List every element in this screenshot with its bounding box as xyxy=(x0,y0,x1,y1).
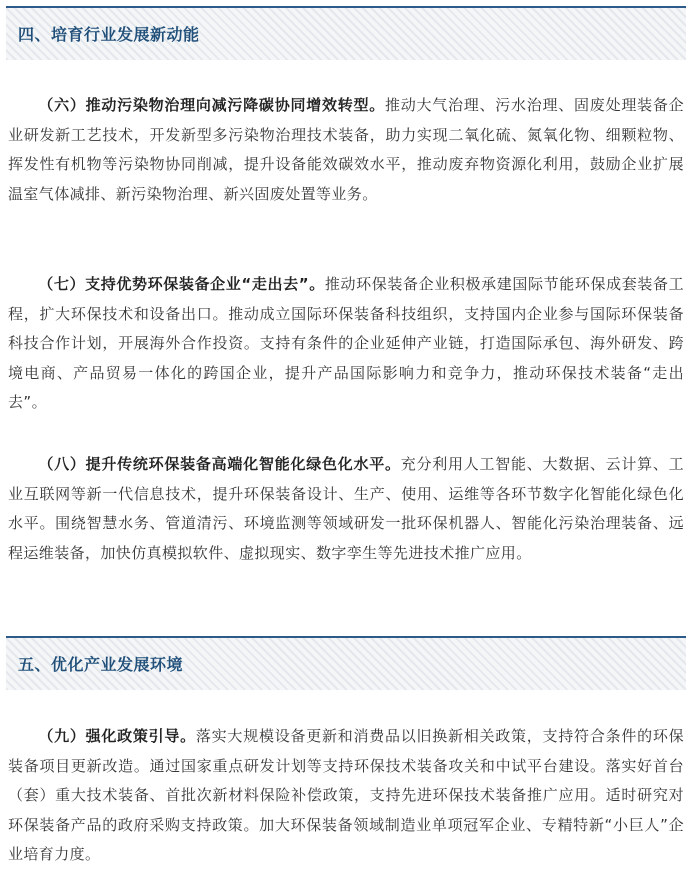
paragraph-body: 落实大规模设备更新和消费品以旧换新相关政策，支持符合条件的环保装备项目更新改造。通过国家重点研发计划等支持环保技术装备攻关和中试平台建设。落实好首台（套）重大技术装备、首批次新材料保险补偿政策，支持先进环保技术装备推广应用。适时研究对环保装备产品的政府采购支持政策。加大环保装备领域制造业单项冠军企业、专精特新“小巨人”企业培育力度。 xyxy=(8,727,684,863)
paragraph-7 xyxy=(8,270,684,418)
paragraph-lead: （九）强化政策引导。 xyxy=(38,727,196,745)
section-title: 五、优化产业发展环境 xyxy=(18,655,184,674)
paragraph-body: 推动环保装备企业积极承建国际节能环保成套装备工程，扩大环保技术和设备出口。推动成立国际环保装备科技组织，支持国内企业参与国际环保装备科技合作计划，开展海外合作投资。支持有条件的企业延伸产业链，打造国际承包、海外研发、跨境电商、产品贸易一体化的跨国企业，提升产品国际影响力和竞争力，推动环保技术装备“走出去”。 xyxy=(8,275,684,411)
section-header-4 xyxy=(6,6,686,60)
paragraph-6 xyxy=(8,91,684,209)
paragraph-9 xyxy=(8,722,684,870)
paragraph-body: 推动大气治理、污水治理、固废处理装备企业研发新工艺技术，开发新型多污染物治理技术装备，助力实现二氧化硫、氮氧化物、细颗粒物、挥发性有机物等污染物协同削减，提升设备能效碳效水平，推动废弃物资源化利用，鼓励企业扩展温室气体减排、新污染物治理、新兴固废处置等业务。 xyxy=(8,96,684,203)
paragraph-lead: （七）支持优势环保装备企业“走出去”。 xyxy=(38,275,325,293)
section-title: 四、培育行业发展新动能 xyxy=(18,25,200,44)
paragraph-lead: （八）提升传统环保装备高端化智能化绿色化水平。 xyxy=(38,455,401,473)
section-header-5 xyxy=(6,636,686,690)
paragraph-8 xyxy=(8,450,684,568)
paragraph-body: 充分利用人工智能、大数据、云计算、工业互联网等新一代信息技术，提升环保装备设计、生产、使用、运维等各环节数字化智能化绿色化水平。围绕智慧水务、管道清污、环境监测等领域研发一批环保机器人、智能化污染治理装备、远程运维装备，加快仿真模拟软件、虚拟现实、数字孪生等先进技术推广应用。 xyxy=(8,455,685,562)
paragraph-lead: （六）推动污染物治理向减污降碳协同增效转型。 xyxy=(38,96,385,114)
